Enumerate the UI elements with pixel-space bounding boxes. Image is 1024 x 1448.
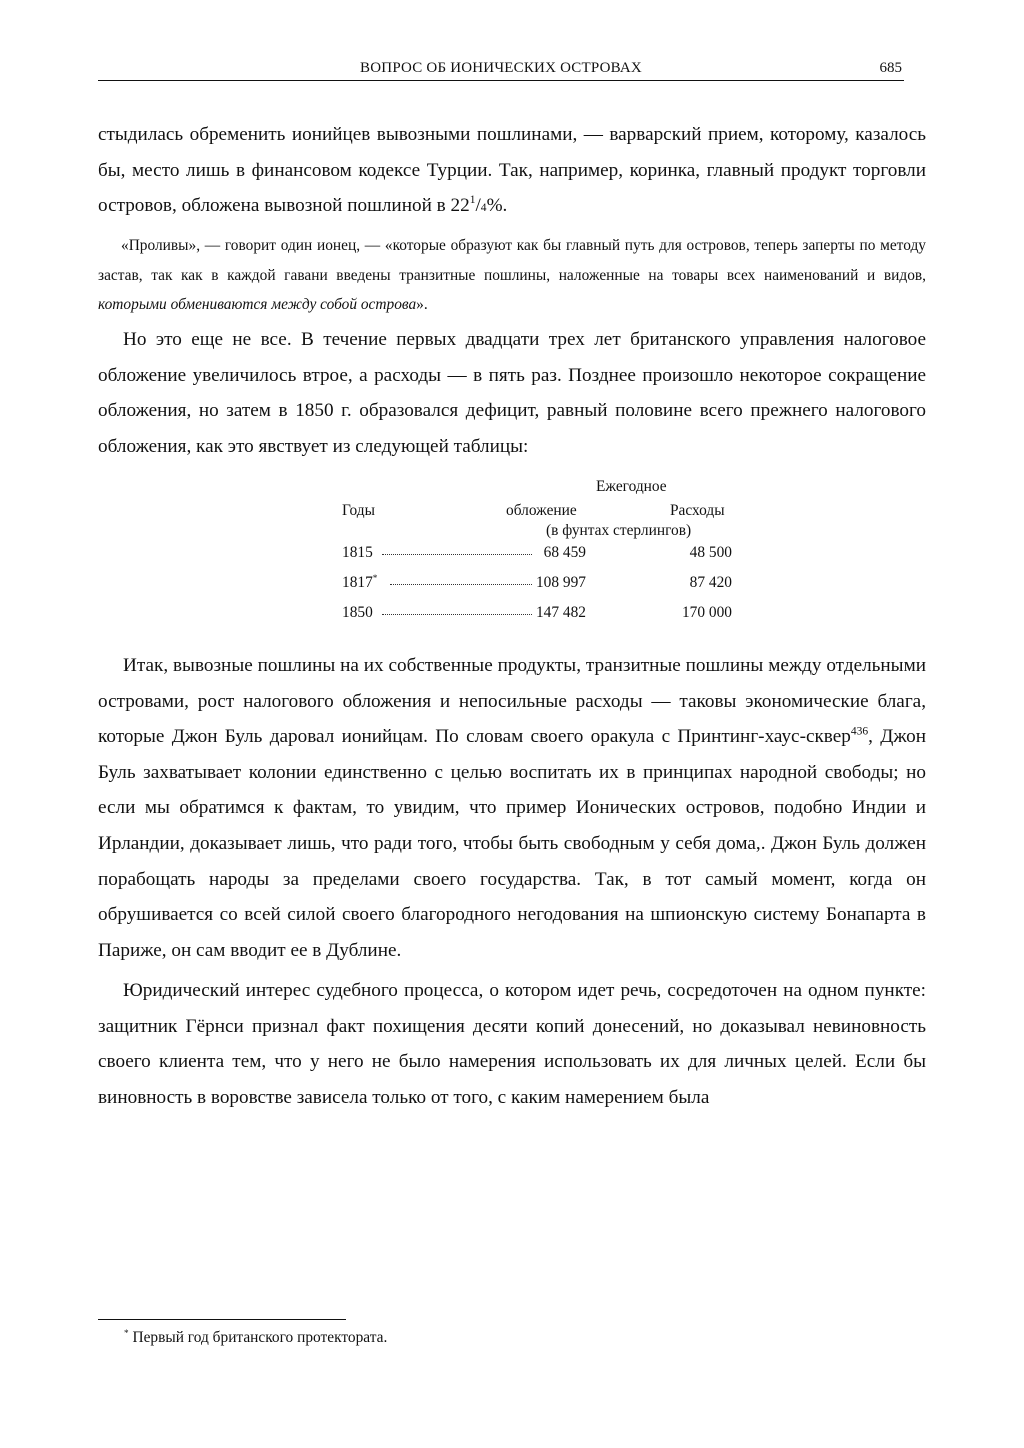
leader-dots xyxy=(390,584,532,585)
header-unit: (в фунтах стерлингов) xyxy=(546,522,692,539)
paragraph-3-rest: , Джон Буль захватывает колонии единственно с целью воспитать их в принципах народной свободы; но если мы обратимся к фактам, то увидим, что пример Ионических островов, подобно Индии и Ирландии, доказывает лишь, что ради того, чтобы быть свободным у себя дома,. Джон Буль должен порабощать народы за пределами своего государства. Так, в тот самый момент, когда он обрушивается со всей силой своего благородного негодования на шпионскую систему Бонапарта в Париже, он сам вводит ее в Дублине. xyxy=(98,726,926,961)
row-year: 1815 xyxy=(342,544,373,561)
running-title: ВОПРОС ОБ ИОНИЧЕСКИХ ОСТРОВАХ xyxy=(360,60,642,76)
header-years: Годы xyxy=(342,502,375,519)
paragraph-3-text: Итак, вывозные пошлины на их собственные продукты, транзитные пошлины между отдельными островами, рост налогового обложения и непосильные расходы — таковы экономические блага, которые Джон Буль даровал ионийцам. По словам своего оракула с Принтинг-хаус-сквер xyxy=(98,655,926,748)
footnote-text: Первый год британского протектората. xyxy=(128,1329,388,1346)
header-expenses: Расходы xyxy=(670,502,725,519)
fraction-numerator: 1 xyxy=(469,194,476,207)
paragraph-3 xyxy=(98,648,926,968)
running-header xyxy=(98,56,904,81)
row-expenses: 48 500 xyxy=(689,544,732,561)
footnote xyxy=(124,1329,387,1347)
table-row xyxy=(340,544,740,566)
row-year: 1817* xyxy=(342,572,378,591)
leader-dots xyxy=(382,554,532,555)
row-year: 1850 xyxy=(342,604,373,621)
row-tax: 68 459 xyxy=(543,544,586,561)
footnote-marker: * xyxy=(372,572,378,583)
table-row xyxy=(340,574,740,596)
table-row xyxy=(340,604,740,626)
block-quote xyxy=(98,231,926,320)
fraction-denominator: 4 xyxy=(480,202,487,215)
paragraph-1-tail: %. xyxy=(486,195,508,217)
quote-text: «Проливы», — говорит один ионец, — «которые образуют как бы главный путь для островов, теперь заперты по методу застав, так как в каждой гавани введены транзитные пошлины, наложенные на товары всех наименований и видов, xyxy=(98,237,926,284)
row-tax: 147 482 xyxy=(535,604,586,621)
footnote-divider xyxy=(98,1319,346,1320)
paragraph-4: Юридический интерес судебного процесса, о котором идет речь, сосредоточен на одном пункте: защитник Гёрнси признал факт похищения десяти копий донесений, но доказывал невиновность своего клиента тем, что у него не было намерения использовать их для личных целей. Если бы виновность в воровстве зависела только от того, с каким намерением была xyxy=(98,980,926,1108)
leader-dots xyxy=(382,614,532,615)
page-number: 685 xyxy=(879,60,902,76)
row-expenses: 87 420 xyxy=(689,574,732,591)
paragraph-1 xyxy=(98,117,926,224)
paragraph-2: Но это еще не все. В течение первых двадцати трех лет британского управления налоговое обложение увеличилось втрое, а расходы — в пять раз. Позднее произошло некоторое сокращение обложения, но затем в 1850 г. образовался дефицит, равный половине всего прежнего налогового обложения, как это явствует из следующей таблицы: xyxy=(98,329,926,457)
header-tax: обложение xyxy=(506,502,577,519)
header-annual: Ежегодное xyxy=(596,478,667,495)
row-expenses: 170 000 xyxy=(681,604,732,621)
quote-italic: которыми обмениваются между собой острова xyxy=(98,296,417,313)
quote-end: ». xyxy=(416,296,428,313)
row-tax: 108 997 xyxy=(535,574,586,591)
fraction-slash: / xyxy=(475,195,481,217)
endnote-reference: 436 xyxy=(850,725,869,738)
footnote-mark: * xyxy=(124,1327,129,1338)
paragraph-1-text: стыдилась обременить ионийцев вывозными пошлинами, — варварский прием, которому, казалось бы, место лишь в финансовом кодексе Турции. Так, например, коринка, главный продукт торговли островов, обложена вывозной пошлиной в 22 xyxy=(98,124,926,217)
